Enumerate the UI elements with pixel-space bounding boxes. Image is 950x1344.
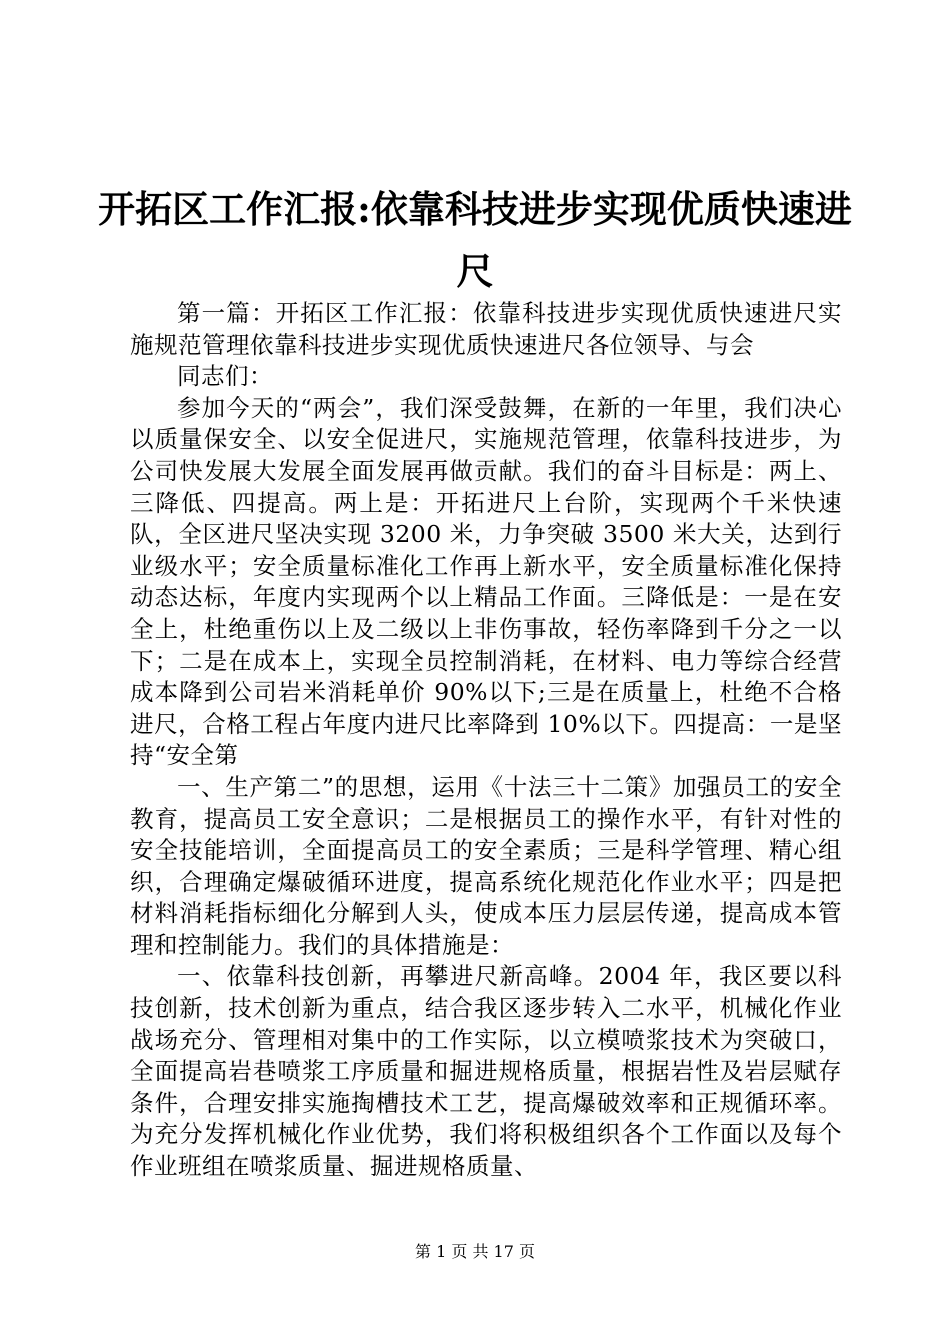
paragraph: 一、生产第二”的思想，运用《十法三十二策》加强员工的安全教育，提高员工安全意识；二是根据员工的操作水平，有针对性的安全技能培训，全面提高员工的安全素质；三是科学管理、精心组织，合理确定爆破循环进度，提高系统化规范化作业水平；四是把材料消耗指标细化分解到人头，使成本压力层层传递，提高成本管理和控制能力。我们的具体措施是： [130,772,842,959]
document-title: 开拓区工作汇报:依靠科技进步实现优质快速进尺 [98,187,852,293]
document-body [130,298,842,1183]
paragraph: 参加今天的“两会”，我们深受鼓舞，在新的一年里，我们决心以质量保安全、以安全促进尺，实施规范管理，依靠科技进步，为公司快发展大发展全面发展再做贡献。我们的奋斗目标是：两上、三降低、四提高。两上是：开拓进尺上台阶，实现两个千米快速队，全区进尺坚决实现 3200 米，力争突破 3500 米大关，达到行业级水平；安全质量标准化工作再上新水平，安全质量标准化保持动态达标，年度内实现两个以上精品工作面。三降低是：一是在安全上，杜绝重伤以上及二级以上非伤事故，轻伤率降到千分之一以下；二是在成本上，实现全员控制消耗，在材料、电力等综合经营成本降到公司岩米消耗单价 90%以下;三是在质量上，杜绝不合格进尺，合格工程占年度内进尺比率降到 10%以下。四提高：一是坚持“安全第 [130,393,842,770]
paragraph: 同志们： [177,362,273,391]
paragraph: 第一篇：开拓区工作汇报：依靠科技进步实现优质快速进尺实施规范管理依靠科技进步实现优质快速进尺各位领导、与会 [130,299,842,359]
page-footer: 第 1 页 共 17 页 [415,1242,535,1261]
paragraph: 一、依靠科技创新，再攀进尺新高峰。2004 年，我区要以科技创新，技术创新为重点，结合我区逐步转入二水平，机械化作业战场充分、管理相对集中的工作实际，以立模喷浆技术为突破口，全面提高岩巷喷浆工序质量和掘进规格质量，根据岩性及岩层赋存条件，合理安排实施掏槽技术工艺，提高爆破效率和正规循环率。为充分发挥机械化作业优势，我们将积极组织各个工作面以及每个作业班组在喷浆质量、掘进规格质量、 [130,962,842,1181]
